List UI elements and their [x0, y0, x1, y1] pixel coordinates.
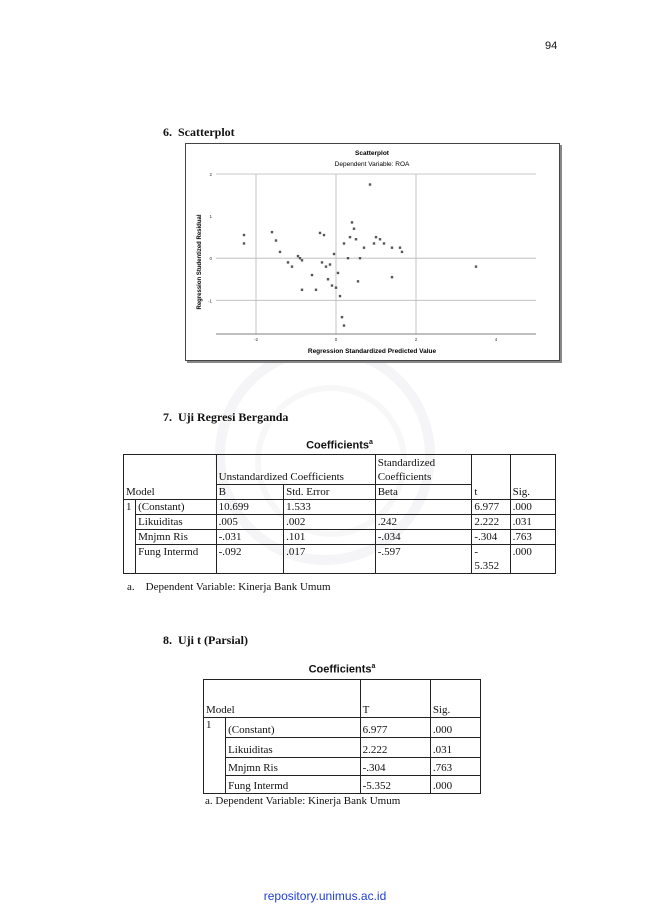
scatter-point [343, 324, 345, 326]
header-sig: Sig. [432, 704, 451, 716]
scatter-point [333, 253, 335, 255]
scatter-point [327, 278, 329, 280]
regression-coefficients-table [123, 454, 556, 574]
table-row: Mnjmn Ris -.304 .763 [204, 758, 481, 776]
table-row: Mnjmn Ris -.031 .101 -.034 -.304 .763 [124, 530, 556, 545]
model-number: 1 [124, 500, 136, 574]
table-row: 1 (Constant) 10.699 1.533 6.977 .000 [124, 500, 556, 515]
scatter-point [341, 316, 343, 318]
table-row: Fung Intermd -5.352 .000 [204, 776, 481, 794]
ttest-table-footnote: a. Dependent Variable: Kinerja Bank Umum [205, 795, 401, 807]
y-tick-label: -1 [207, 298, 212, 304]
scatter-point [339, 295, 341, 297]
header-model: Model [206, 704, 235, 716]
scatter-point [243, 242, 245, 244]
scatter-point [475, 265, 477, 267]
section-heading-scatterplot: 6. Scatterplot [163, 125, 235, 139]
scatter-point [401, 251, 403, 253]
scatter-point [375, 236, 377, 238]
scatterplot-svg [186, 144, 559, 360]
x-tick-label: -2 [253, 337, 259, 342]
scatter-point [329, 263, 331, 265]
scatter-point [335, 286, 337, 288]
scatter-point [299, 257, 301, 259]
scatter-point [279, 251, 281, 253]
ttest-table-title: Coefficients$^a$ [308, 663, 376, 676]
scatter-point [353, 228, 355, 230]
regression-table-footnote: a. Dependent Variable: Kinerja Bank Umum [127, 581, 331, 593]
scatter-point [355, 238, 357, 240]
scatter-point [357, 280, 359, 282]
header-standardized-1: Standardized [377, 457, 436, 469]
scatter-point [301, 289, 303, 291]
scatter-point [275, 239, 277, 241]
scatter-point [347, 257, 349, 259]
scatter-point [291, 265, 293, 267]
scatter-point [379, 238, 381, 240]
scatter-point [287, 261, 289, 263]
chart-subtitle: Dependent Variable: ROA [334, 161, 410, 168]
scatter-point [399, 246, 401, 248]
header-beta: Beta [377, 486, 398, 498]
table-row: Likuiditas 2.222 .031 [204, 738, 481, 758]
y-axis-label: Regression Studentized Residual [197, 214, 203, 310]
scatter-point [325, 265, 327, 267]
table-row: 1 (Constant) 6.977 .000 [204, 718, 481, 738]
scatter-point [323, 234, 325, 236]
scatter-point [391, 276, 393, 278]
scatter-point [271, 231, 273, 233]
scatter-point [315, 289, 317, 291]
scatterplot-figure [185, 143, 560, 361]
table-row: Fung Intermd -.092 .017 -.597 - 5.352 .000 [124, 545, 556, 574]
x-tick-label: 0 [334, 337, 338, 342]
table-row: Likuiditas .005 .002 .242 2.222 .031 [124, 515, 556, 530]
y-tick-label: 2 [209, 172, 212, 177]
scatter-point [351, 221, 353, 223]
x-tick-label: 4 [494, 337, 498, 342]
scatter-point [373, 242, 375, 244]
scatter-point [297, 255, 299, 257]
header-model: Model [126, 486, 155, 498]
scatter-point [349, 236, 351, 238]
scatter-point [343, 242, 345, 244]
model-number: 1 [204, 718, 226, 794]
ttest-coefficients-table [203, 679, 481, 794]
y-tick-label: 0 [209, 256, 212, 262]
regression-table-title: Coefficients$^a$ [306, 439, 373, 452]
x-axis-label: Regression Standardized Predicted Value [307, 348, 437, 355]
section-heading-regresi: 7. Uji Regresi Berganda [163, 410, 289, 424]
header-b: B [218, 486, 226, 498]
scatter-point [243, 234, 245, 236]
header-unstandardized: Unstandardized Coefficients [218, 471, 344, 483]
y-tick-label: 1 [209, 214, 212, 220]
scatter-point [321, 261, 323, 263]
scatter-point [391, 246, 393, 248]
scatter-point [369, 183, 371, 185]
scatter-point [331, 284, 333, 286]
page-number: 94 [545, 40, 558, 52]
scatter-point [311, 274, 313, 276]
scatter-point [383, 242, 385, 244]
scatter-point [319, 232, 321, 234]
scatter-point [363, 246, 365, 248]
header-sig: Sig. [512, 486, 531, 498]
section-heading-uji-t: 8. Uji t (Parsial) [163, 633, 248, 647]
header-t: T [362, 704, 370, 716]
repository-link[interactable]: repository.unimus.ac.id [263, 889, 387, 903]
scatter-point [337, 272, 339, 274]
header-t: t [474, 486, 478, 498]
x-tick-label: 2 [414, 337, 418, 342]
scatter-point [359, 257, 361, 259]
chart-title: Scatterplot [355, 150, 389, 157]
header-std-error: Std. Error [286, 486, 330, 498]
scatter-point [301, 259, 303, 261]
header-standardized-2: Coefficients [377, 471, 432, 483]
